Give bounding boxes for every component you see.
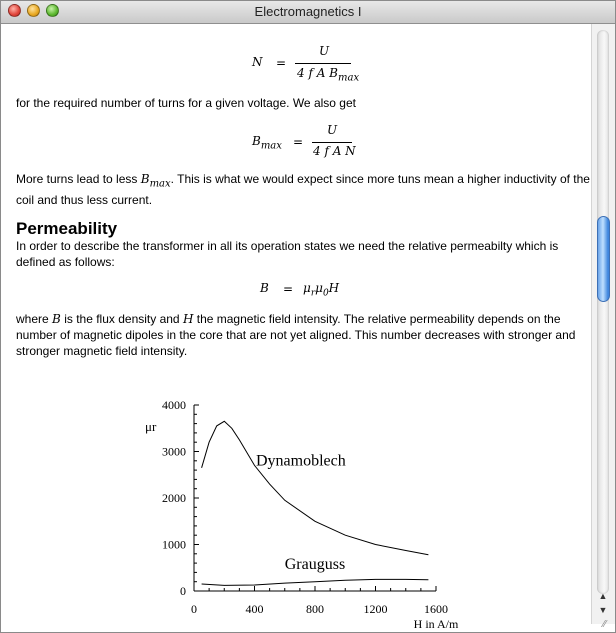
- formula1-fraction-line: [295, 63, 351, 64]
- paragraph-permeability-intro: In order to describe the transformer in all its operation states we need the relative permeabilty which is defined as follows:: [16, 239, 559, 269]
- series-label-dynamoblech: Dynamoblech: [256, 452, 346, 470]
- series-line-grauguss: [202, 579, 429, 585]
- permeability-chart: [131, 369, 471, 631]
- formula3-rhs: $\mu_r\mu_0H$: [303, 281, 340, 299]
- x-tick-label: 1600: [424, 602, 448, 616]
- vertical-scrollbar[interactable]: [591, 24, 615, 624]
- paragraph-turns: for the required number of turns for a given voltage. We also get: [16, 96, 356, 110]
- scroll-up-arrow-icon[interactable]: ▲: [598, 591, 608, 601]
- y-tick-label: 2000: [162, 491, 186, 505]
- x-tick-label: 1200: [363, 602, 388, 616]
- paragraph-more-turns: More turns lead to less $B_{max}$. This is what we would expect since more tuns mean a higher inductivity of the coil and thus less current.: [16, 172, 590, 208]
- x-tick-label: 400: [245, 602, 264, 616]
- y-tick-label: 4000: [162, 398, 186, 412]
- x-tick-label: 0: [191, 602, 197, 616]
- formula2-lhs: $B_{max}$: [252, 134, 282, 152]
- formula3-equals: =: [283, 282, 294, 296]
- document-content: [1, 24, 591, 631]
- formula1-lhs: N: [252, 55, 263, 69]
- resize-grip-icon[interactable]: ⁄⁄: [603, 619, 607, 630]
- formula3-lhs: B: [260, 281, 269, 295]
- series-line-dynamoblech: [202, 421, 429, 554]
- formula1-denominator: 4 f A $B_{max}$: [297, 66, 360, 84]
- title-bar: [1, 1, 615, 24]
- formula2-equals: =: [293, 135, 304, 149]
- y-tick-label: 1000: [162, 537, 186, 552]
- x-tick-label: 800: [306, 602, 324, 616]
- formula2-fraction-line: [312, 142, 352, 143]
- paragraph-flux-explanation: where B is the flux density and H the magnetic field intensity. The relative permeability depends on the number of magnetic dipoles in the core that are not yet aligned. This number decreases with stronger and stronger magnetic field intensity.: [16, 312, 576, 358]
- formula1-numerator: U: [319, 44, 330, 58]
- section-heading-permeability: Permeability: [16, 219, 118, 238]
- series-label-grauguss: Grauguss: [284, 556, 346, 574]
- scroll-down-arrow-icon[interactable]: ▼: [598, 605, 608, 615]
- formula2-denominator: 4 f A N: [313, 144, 356, 158]
- x-axis-label: H in A/m: [413, 617, 459, 631]
- scrollbar-track[interactable]: [597, 30, 609, 594]
- formula2-numerator: U: [327, 123, 338, 137]
- window-title: Electromagnetics I: [254, 4, 362, 19]
- scrollbar-thumb[interactable]: [597, 216, 610, 302]
- y-tick-label: 0: [180, 584, 186, 598]
- y-axis-label: μr: [145, 419, 157, 434]
- formula1-equals: =: [276, 56, 287, 70]
- y-tick-label: 3000: [162, 444, 186, 459]
